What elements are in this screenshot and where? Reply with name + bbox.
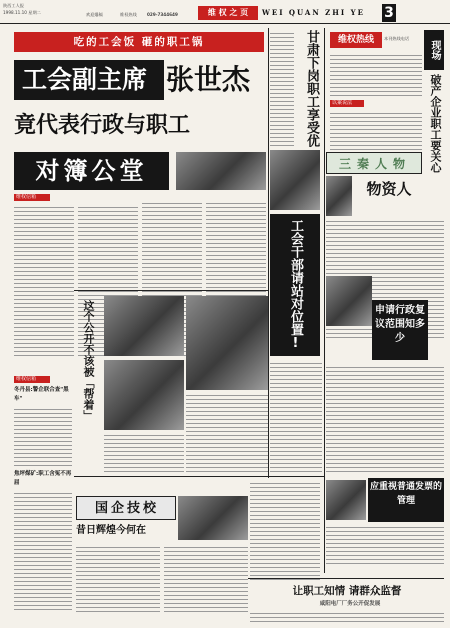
rule-vertical-2 [324,28,325,573]
invoice-headline-text: 应重视普通发票的管理 [369,482,442,506]
lead-headline-name: 张世杰 [166,63,251,96]
hotline-desc: 本刊热线电话 [384,36,410,41]
right-vertical-title-2: 破产企业职工要关心 [429,74,442,173]
lead-headline-3: 对簿公堂 [14,152,169,190]
lead-photo [176,152,266,190]
lead-headline-1: 工会副主席 [14,60,164,100]
review-headline [372,300,428,360]
people-banner-text: 三秦人物 [338,157,411,171]
bottom-headline: 让职工知情 请群众监督 [292,585,402,597]
hotline-title: 维权热线 [330,32,382,48]
phone-label: 维权热线 [120,12,137,17]
school-banner-text: 国企技校 [94,501,159,516]
hotline-label: 欢迎爆稿 [86,12,103,17]
page-number: 3 [382,4,396,22]
right-col-b [330,52,422,98]
right-mid-photo [326,276,372,326]
center-photo [270,150,320,210]
school-body-c [250,480,320,580]
school-body-a [76,544,160,612]
left-body-2 [14,490,72,610]
people-photo [326,176,352,216]
review-headline-text: 申请行政复议范围知多少 [375,305,425,344]
left-lower-tag: 维权信箱 [14,376,50,383]
lead-headline-2: 竟代表行政与职工 [14,113,191,138]
school-banner [76,496,176,520]
right-col-a [270,30,294,148]
invoice-body [326,524,444,564]
people-banner [326,152,422,174]
lead-body-col-1 [14,204,74,356]
school-headline: 昔日辉煌今何在 [76,525,146,536]
rule-horizontal-2 [74,476,324,477]
bottom-subheadline: 咸阳电厂厂务公开促发展 [319,601,381,607]
paper-name: 陕西工人报 [3,3,24,8]
right-col-c [330,110,422,150]
section-pinyin: WEI QUAN ZHI YE [262,8,365,17]
middle-photo-2 [186,296,268,390]
sidebar-label: 现场 [424,30,444,70]
rule-vertical-1 [268,28,269,478]
left-headline-2: 焦坪煤矿:职工含冤不再屈 [14,471,72,486]
people-banner-word: 物资人 [366,180,412,198]
lead-kicker-bar [14,32,264,52]
rule-horizontal-1 [74,290,268,291]
middle-body-b [186,392,268,472]
lead-kicker: 吃的工会饭 砸的职工锅 [14,32,264,52]
right-vertical-title-1: 甘肃下岗职工享受优 [304,30,319,147]
lead-section-tag: 维权信箱 [14,194,50,201]
bottom-body [250,610,444,624]
middle-body-a [104,432,184,472]
invoice-headline [368,478,444,522]
invoice-photo [326,480,366,520]
rule-horizontal-3 [248,578,444,579]
middle-photo-3 [104,360,184,430]
issue-date: 1998.11.10 星期二 [3,10,41,15]
right-small-label: 以案说法 [330,100,364,107]
section-title: 维 权 之 页 [198,6,258,20]
masthead [0,0,450,24]
left-body-1 [14,406,72,468]
left-headline-1: 冬丹县:警企联合查"黑车" [14,387,69,402]
school-photo [178,496,248,540]
phone-number: 029-7344649 [147,12,178,17]
review-body [326,364,444,474]
middle-photo-1 [104,296,184,356]
center-vertical-headline: 工会干部请站对位置! [270,214,320,356]
middle-body-c [270,360,322,472]
school-body-b [164,544,248,612]
middle-vertical-headline-2: 这个公开不该被「帮着」 [82,300,95,421]
